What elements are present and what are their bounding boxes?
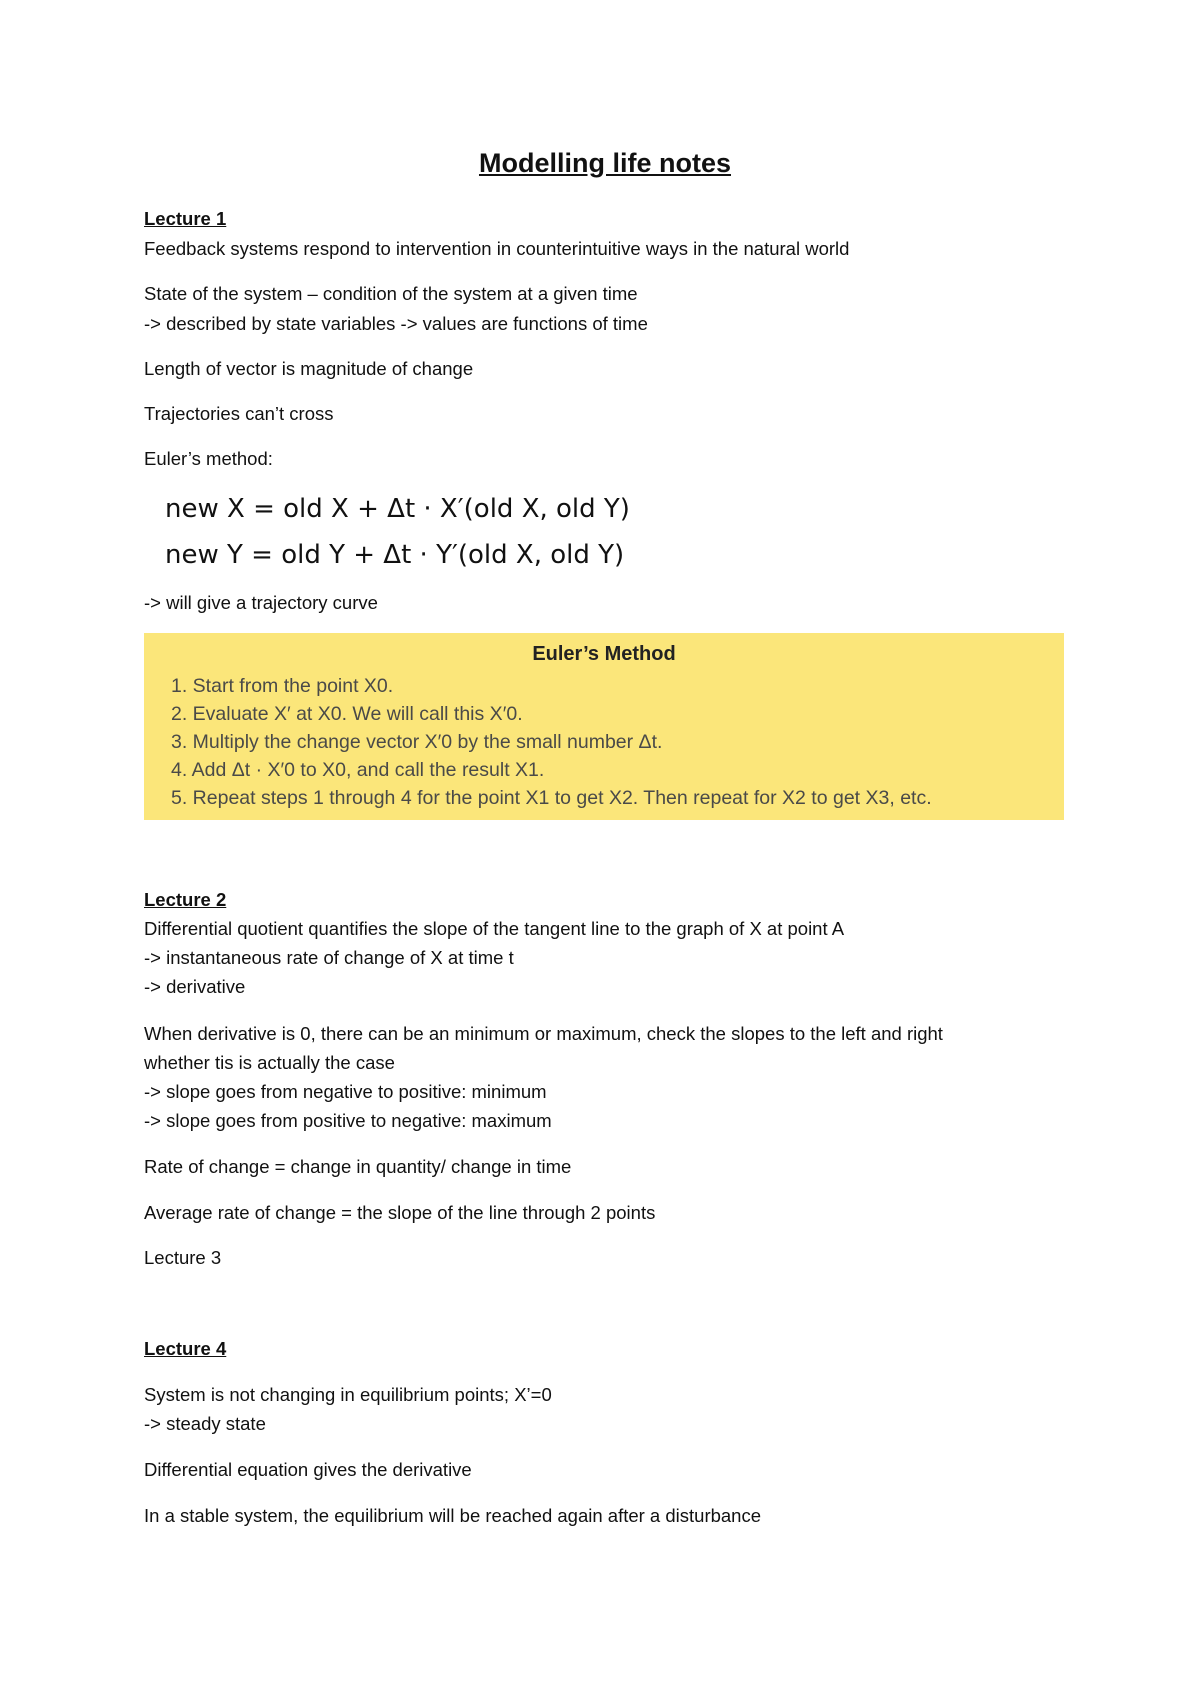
euler-step: 5. Repeat steps 1 through 4 for the point X1 to get X2. Then repeat for X2 to get X3, etc. — [171, 787, 932, 809]
paragraph: Feedback systems respond to intervention in counterintuitive ways in the natural world — [144, 238, 850, 259]
paragraph: Rate of change = change in quantity/ change in time — [144, 1156, 572, 1177]
paragraph: State of the system – condition of the system at a given time — [144, 283, 638, 304]
paragraph: Trajectories can’t cross — [144, 403, 334, 424]
euler-step: 1. Start from the point X0. — [171, 675, 394, 697]
euler-formula-x: new X = old X + Δt · X′(old X, old Y) — [165, 494, 630, 524]
euler-step: 3. Multiply the change vector X′0 by the small number Δt. — [171, 731, 663, 753]
page-title: Modelling life notes — [478, 148, 731, 178]
paragraph: Length of vector is magnitude of change — [144, 358, 474, 379]
lecture-3-heading: Lecture 3 — [144, 1247, 222, 1268]
euler-box-title: Euler’s Method — [532, 643, 676, 665]
paragraph: -> described by state variables -> values are functions of time — [144, 313, 648, 334]
paragraph: Euler’s method: — [144, 448, 273, 469]
paragraph: -> instantaneous rate of change of X at time t — [144, 947, 514, 968]
paragraph: In a stable system, the equilibrium will be reached again after a disturbance — [144, 1505, 762, 1526]
euler-step: 4. Add Δt · X′0 to X0, and call the result X1. — [171, 759, 545, 781]
paragraph: -> steady state — [144, 1413, 266, 1434]
euler-method-box — [144, 633, 1064, 820]
lecture-4-heading: Lecture 4 — [144, 1338, 227, 1359]
euler-formula-y: new Y = old Y + Δt · Y′(old X, old Y) — [165, 540, 625, 570]
paragraph: Differential equation gives the derivative — [144, 1459, 472, 1480]
paragraph: whether tis is actually the case — [144, 1052, 395, 1073]
paragraph: -> slope goes from negative to positive: minimum — [144, 1081, 547, 1102]
paragraph: -> derivative — [144, 976, 246, 997]
paragraph: Average rate of change = the slope of the line through 2 points — [144, 1202, 656, 1223]
lecture-1-heading: Lecture 1 — [144, 208, 227, 229]
paragraph: Differential quotient quantifies the slope of the tangent line to the graph of X at point A — [144, 918, 845, 939]
paragraph: System is not changing in equilibrium points; X’=0 — [144, 1384, 552, 1405]
euler-step: 2. Evaluate X′ at X0. We will call this X′0. — [171, 703, 523, 725]
paragraph: When derivative is 0, there can be an minimum or maximum, check the slopes to the left and right — [144, 1023, 943, 1044]
paragraph: -> will give a trajectory curve — [144, 592, 378, 613]
lecture-2-heading: Lecture 2 — [144, 889, 227, 910]
paragraph: -> slope goes from positive to negative: maximum — [144, 1110, 552, 1131]
